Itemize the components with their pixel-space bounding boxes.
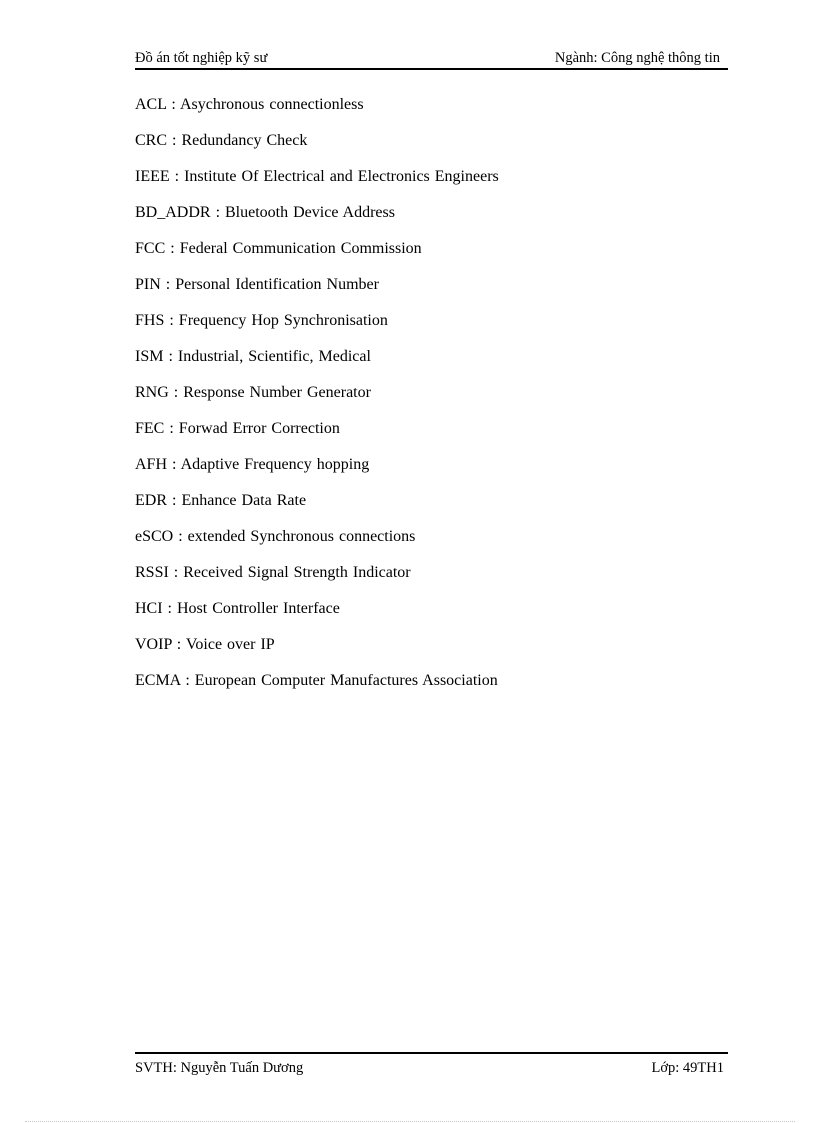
page-footer: [135, 1052, 728, 1081]
list-item: PIN : Personal Identification Number: [135, 276, 379, 293]
list-item: eSCO : extended Synchronous connections: [135, 528, 416, 545]
header-thesis-title: Đồ án tốt nghiệp kỹ sư: [135, 50, 268, 66]
list-item: HCI : Host Controller Interface: [135, 600, 340, 617]
page-bottom-divider: [25, 1121, 795, 1122]
list-item: IEEE : Institute Of Electrical and Electronics Engineers: [135, 168, 499, 185]
abbreviation-list: [135, 95, 735, 707]
list-item: FEC : Forwad Error Correction: [135, 420, 340, 437]
list-item: CRC : Redundancy Check: [135, 132, 308, 149]
list-item: AFH : Adaptive Frequency hopping: [135, 456, 370, 473]
list-item: ECMA : European Computer Manufactures Association: [135, 672, 498, 689]
list-item: VOIP : Voice over IP: [135, 636, 275, 653]
list-item: EDR : Enhance Data Rate: [135, 492, 307, 509]
list-item: FHS : Frequency Hop Synchronisation: [135, 312, 388, 329]
page-header: [135, 50, 728, 70]
list-item: FCC : Federal Communication Commission: [135, 240, 422, 257]
list-item: ACL : Asychronous connectionless: [135, 96, 364, 113]
footer-student-name: SVTH: Nguyễn Tuấn Dương: [135, 1060, 304, 1076]
list-item: ISM : Industrial, Scientific, Medical: [135, 348, 371, 365]
footer-class: Lớp: 49TH1: [651, 1060, 724, 1076]
list-item: BD_ADDR : Bluetooth Device Address: [135, 204, 395, 221]
list-item: RNG : Response Number Generator: [135, 384, 371, 401]
header-major: Ngành: Công nghệ thông tin: [554, 50, 720, 66]
list-item: RSSI : Received Signal Strength Indicator: [135, 564, 411, 581]
